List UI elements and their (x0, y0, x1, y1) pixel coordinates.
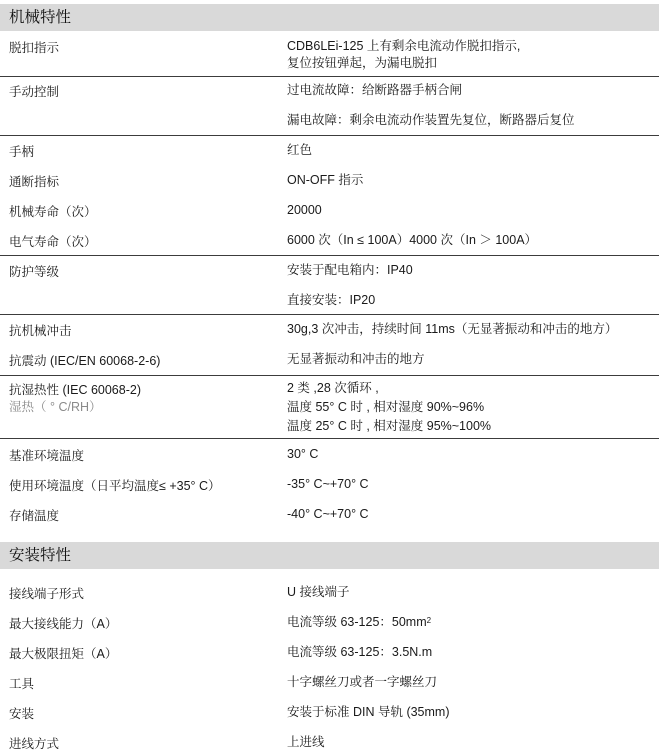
spec-value: 30g,3 次冲击，持续时间 11ms（无显著振动和冲击的地方） (287, 322, 618, 336)
capacity-text: 电流等级 63-125：50mm (287, 615, 427, 629)
spec-label: 接线端子形式 (9, 587, 85, 601)
spec-sublabel: 湿热（ ° C/RH） (9, 400, 102, 414)
spec-label: 通断指标 (9, 175, 60, 189)
divider (0, 438, 659, 439)
section-header-installation: 安装特性 (0, 542, 659, 569)
divider (0, 135, 659, 136)
spec-value: 2 类 ,28 次循环 , (287, 381, 379, 395)
spec-value: 6000 次（In ≤ 100A）4000 次（In ＞ 100A） (287, 233, 538, 247)
spec-label: 手柄 (9, 145, 35, 159)
spec-value: 红色 (287, 143, 313, 157)
spec-label: 最大极限扭矩（A） (9, 647, 118, 661)
spec-value: 安装于配电箱内：IP40 (287, 263, 413, 277)
spec-value: 直接安装：IP20 (287, 293, 376, 307)
spec-label: 最大接线能力（A） (9, 617, 118, 631)
spec-value: 过电流故障：给断路器手柄合闸 (287, 83, 463, 97)
spec-value: 20000 (287, 203, 322, 217)
spec-label: 使用环境温度（日平均温度≤ +35° C） (9, 479, 221, 493)
spec-value: -35° C~+70° C (287, 477, 369, 491)
spec-value: 复位按钮弹起，为漏电脱扣 (287, 56, 438, 70)
spec-value: 漏电故障：剩余电流动作装置先复位，断路器后复位 (287, 113, 575, 127)
spec-label: 机械寿命（次） (9, 205, 97, 219)
divider (0, 375, 659, 376)
spec-label: 安装 (9, 707, 35, 721)
spec-value: -40° C~+70° C (287, 507, 369, 521)
spec-value: 30° C (287, 447, 319, 461)
spec-value: 电流等级 63-125：3.5N.m (287, 645, 433, 659)
spec-value: ON-OFF 指示 (287, 173, 364, 187)
divider (0, 255, 659, 256)
spec-label: 工具 (9, 677, 35, 691)
spec-label: 基准环境温度 (9, 449, 85, 463)
spec-label: 存储温度 (9, 509, 60, 523)
spec-label: 抗湿热性 (IEC 60068-2) (9, 383, 141, 397)
spec-value: 十字螺丝刀或者一字螺丝刀 (287, 675, 438, 689)
spec-label: 进线方式 (9, 737, 60, 751)
spec-label: 手动控制 (9, 85, 60, 99)
spec-label: 电气寿命（次） (9, 235, 97, 249)
spec-value: 温度 55° C 时 , 相对湿度 90%~96% (287, 400, 485, 414)
divider (0, 314, 659, 315)
divider (0, 76, 659, 77)
spec-value: 无显著振动和冲击的地方 (287, 352, 425, 366)
section-header-mechanical: 机械特性 (0, 4, 659, 31)
spec-value: CDB6LEi-125 上有剩余电流动作脱扣指示, (287, 39, 521, 53)
spec-value (287, 614, 431, 631)
spec-value: U 接线端子 (287, 585, 350, 599)
spec-label: 防护等级 (9, 265, 60, 279)
spec-value: 温度 25° C 时 , 相对湿度 95%~100% (287, 419, 492, 433)
spec-value: 上进线 (287, 735, 325, 749)
spec-value: 安装于标准 DIN 导轨 (35mm) (287, 705, 450, 719)
spec-label: 抗震动 (IEC/EN 60068-2-6) (9, 354, 161, 368)
spec-label: 抗机械冲击 (9, 324, 72, 338)
spec-label: 脱扣指示 (9, 41, 60, 55)
superscript: 2 (426, 616, 432, 625)
